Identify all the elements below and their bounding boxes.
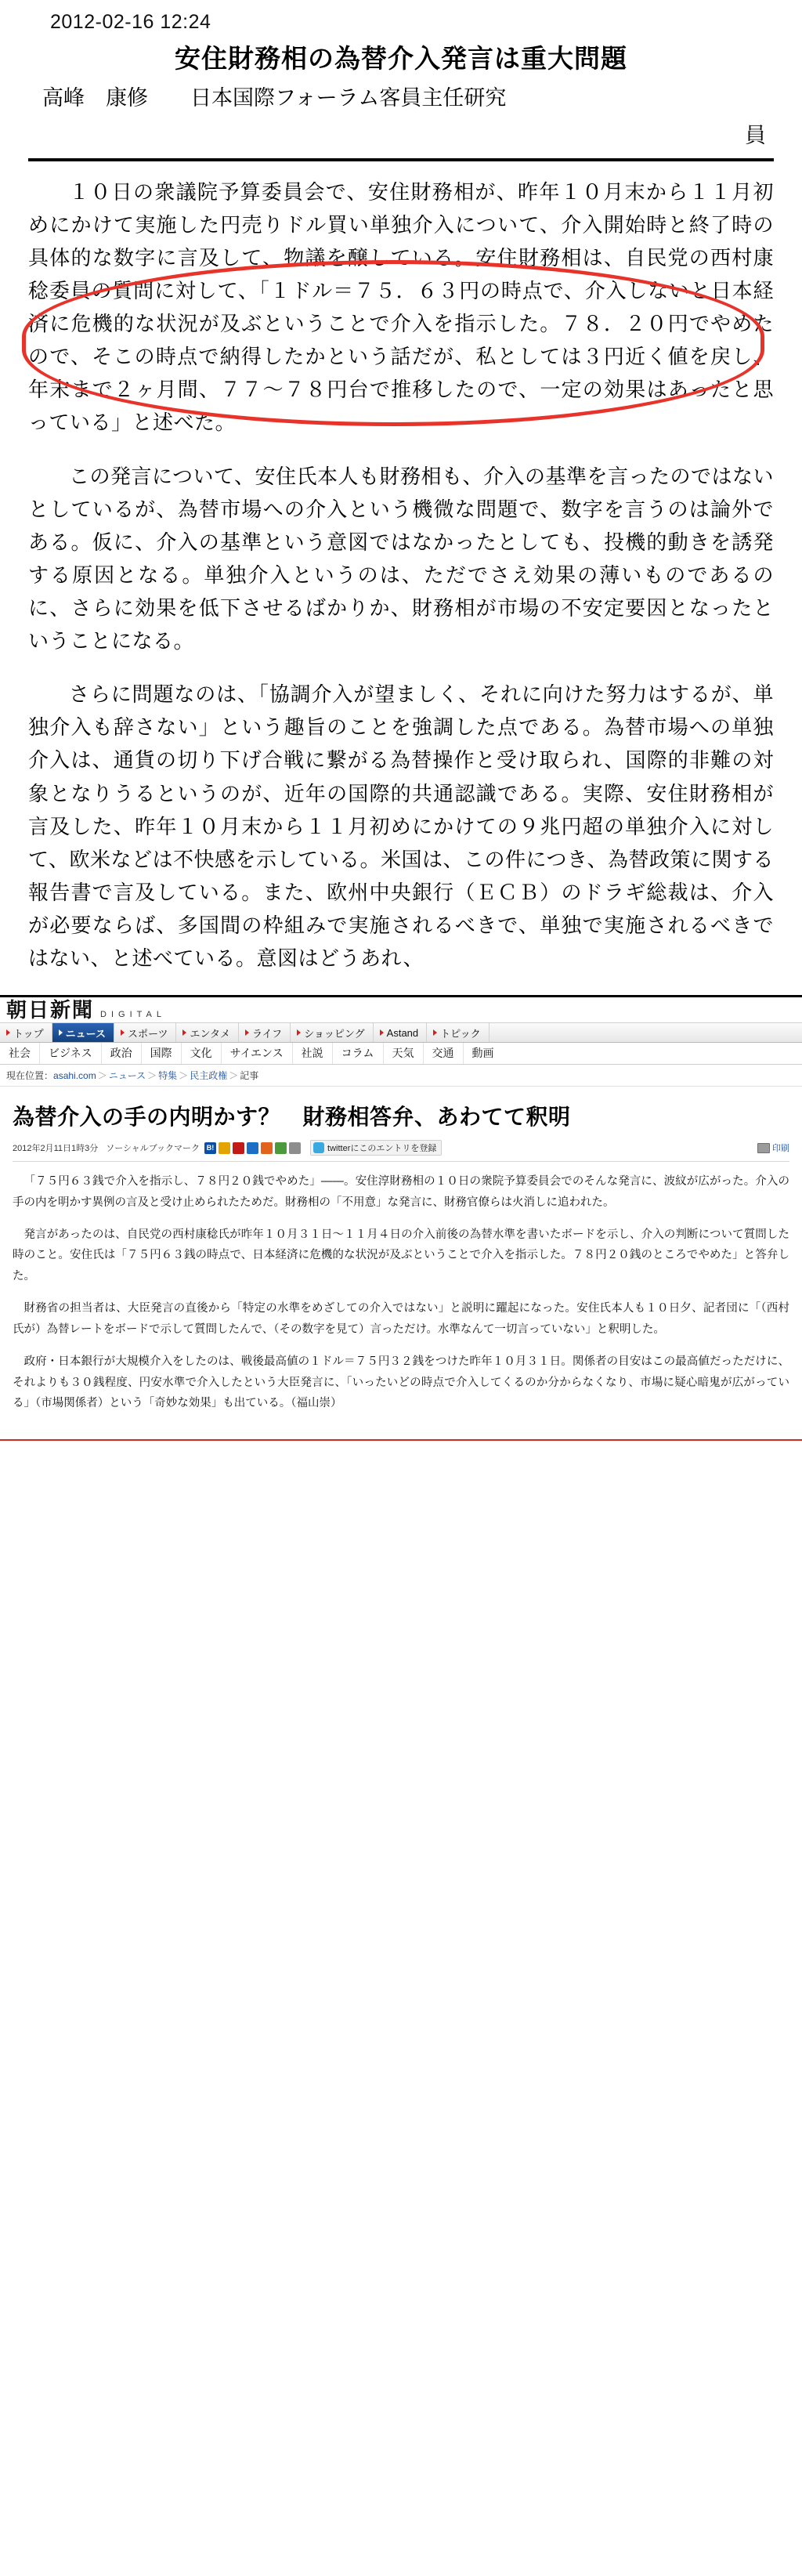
nav-label: エンタメ bbox=[190, 1027, 230, 1040]
subnav-item-international[interactable]: 国際 bbox=[142, 1043, 182, 1064]
breadcrumb-separator: ＞ bbox=[179, 1070, 189, 1082]
subnav-item-science[interactable]: サイエンス bbox=[222, 1043, 293, 1064]
arrow-icon bbox=[433, 1029, 437, 1036]
web-article-meta bbox=[13, 1140, 789, 1162]
breadcrumb-prefix: 現在位置： bbox=[6, 1070, 54, 1082]
web-article-date: 2012年2月11日1時3分 bbox=[13, 1144, 99, 1153]
subnav-item-editorial[interactable]: 社説 bbox=[293, 1043, 333, 1064]
web-paragraph: 発言があったのは、自民党の西村康稔氏が昨年１０月３１日〜１１月４日の介入前後の為替水準を書いたボードを示し、介入の判断について質問した時のこと。安住氏は「７５円６３銭の時点で、日本経済に危機的な状況が及ぶということで介入を指示した。７８円２０銭のところでやめた」と答弁した。 bbox=[13, 1228, 789, 1283]
arrow-icon bbox=[59, 1029, 63, 1036]
web-article bbox=[0, 1087, 802, 1439]
arrow-icon bbox=[121, 1029, 125, 1036]
arrow-icon bbox=[182, 1029, 186, 1036]
nav-label: ライフ bbox=[251, 1027, 283, 1040]
mixi-icon[interactable] bbox=[289, 1142, 301, 1154]
subnav-item-traffic[interactable]: 交通 bbox=[424, 1043, 464, 1064]
social-bookmark-label: ソーシャルブックマーク bbox=[106, 1144, 200, 1153]
breadcrumb-separator: ＞ bbox=[147, 1070, 157, 1082]
hatena-bookmark-icon[interactable]: B! bbox=[204, 1142, 216, 1154]
scanned-article bbox=[0, 0, 802, 975]
web-article-headline: 為替介入の手の内明かす？ 財務相答弁、あわてて釈明 bbox=[13, 1105, 571, 1130]
global-nav[interactable] bbox=[0, 1023, 802, 1043]
newsing-icon[interactable] bbox=[247, 1142, 258, 1154]
breadcrumb-separator: ＞ bbox=[229, 1070, 239, 1082]
breadcrumb-item-home[interactable]: asahi.com bbox=[53, 1070, 96, 1082]
twitter-share-label: twitterにこのエントリを登録 bbox=[327, 1144, 437, 1153]
divider bbox=[28, 158, 774, 161]
print-button[interactable] bbox=[757, 1141, 789, 1154]
delicious-icon[interactable] bbox=[233, 1142, 244, 1154]
arrow-icon bbox=[380, 1029, 384, 1036]
scan-paragraph: １０日の衆議院予算委員会で、安住財務相が、昨年１０月末から１１月初めにかけて実施した円売りドル買い単独介入について、介入開始時と終了時の具体的な数字に言及して、物議を醸している。安住財務相は、自民党の西村康稔委員の質問に対して、「１ドル＝７５．６３円の時点で、介入しないと日本経済に危機的な状況が及ぶということで介入を指示した。７８．２０円でやめたので、そこの時点で納得したかという話だが、私としては３円近く値を戻し、年末まで２ヶ月間、７７〜７８円台で推移したので、一定の効果はあったと思っている」と述べた。 bbox=[28, 179, 774, 435]
nav-item-astand[interactable] bbox=[374, 1023, 427, 1042]
nav-item-life[interactable] bbox=[239, 1023, 291, 1042]
breadcrumb bbox=[0, 1065, 802, 1087]
arrow-icon bbox=[245, 1029, 249, 1036]
subnav-item-society[interactable]: 社会 bbox=[0, 1043, 40, 1064]
social-bookmark-icons[interactable] bbox=[204, 1142, 301, 1154]
evernote-icon[interactable] bbox=[275, 1142, 287, 1154]
asahi-logo[interactable]: 朝日新聞 bbox=[6, 999, 95, 1023]
breadcrumb-separator: ＞ bbox=[97, 1070, 107, 1082]
nav-label: スポーツ bbox=[127, 1027, 168, 1040]
subnav-item-politics[interactable]: 政治 bbox=[102, 1043, 142, 1064]
bottom-red-rule bbox=[0, 1439, 802, 1441]
web-paragraph: 政府・日本銀行が大規模介入をしたのは、戦後最高値の１ドル＝７５円３２銭をつけた昨年１０月３１日。関係者の目安はこの最高値だっただけに、それよりも３０銭程度、円安水準で介入したという大臣発言に、「いったいどの時点で介入してくるのか分からなくなり、市場に疑心暗鬼が広がっている」（市場関係者）という「奇妙な効果」も出ている。（福山崇） bbox=[13, 1355, 789, 1410]
subnav-item-video[interactable]: 動画 bbox=[471, 1047, 494, 1060]
nav-item-news[interactable] bbox=[52, 1023, 114, 1042]
nav-label: トップ bbox=[13, 1027, 44, 1040]
breadcrumb-item-article: 記事 bbox=[240, 1070, 259, 1082]
printer-icon bbox=[757, 1143, 770, 1153]
scan-body bbox=[28, 175, 774, 975]
scan-byline: 高峰 康修 日本国際フォーラム客員主任研究 bbox=[42, 85, 507, 110]
arrow-icon bbox=[6, 1029, 10, 1036]
scan-timestamp: 2012-02-16 12:24 bbox=[50, 11, 211, 33]
yahoo-bookmark-icon[interactable] bbox=[219, 1142, 230, 1154]
nav-label: Astand bbox=[386, 1026, 419, 1039]
breadcrumb-item-minshu[interactable]: 民主政権 bbox=[190, 1070, 228, 1082]
breadcrumb-item-feature[interactable]: 特集 bbox=[158, 1070, 178, 1082]
nav-item-sports[interactable] bbox=[114, 1023, 176, 1042]
web-paragraph: 財務省の担当者は、大臣発言の直後から「特定の水準をめざしての介入ではない」と説明に躍起になった。安住氏本人も１０日夕、記者団に「（西村氏が）為替レートをボードで示して質問したんで、（その数字を見て）言っただけ。水準なんて一切言っていない」と釈明した。 bbox=[13, 1302, 789, 1336]
nav-label: トピック bbox=[440, 1027, 481, 1040]
buzzurl-icon[interactable] bbox=[261, 1142, 273, 1154]
asahi-web-capture bbox=[0, 995, 802, 1441]
sub-nav[interactable] bbox=[0, 1043, 802, 1065]
twitter-share-button[interactable] bbox=[310, 1140, 442, 1156]
scan-byline-continuation: 員 bbox=[745, 123, 766, 147]
subnav-item-business[interactable]: ビジネス bbox=[40, 1043, 102, 1064]
scan-paragraph: さらに問題なのは、「協調介入が望ましく、それに向けた努力はするが、単独介入も辞さない」という趣旨のことを強調した点である。為替市場への単独介入は、通貨の切り下げ合戦に繋がる為替操作と受け取られ、国際的非難の対象となりうるというのが、近年の国際的共通認識である。実際、安住財務相が言及した、昨年１０月末から１１月初めにかけての９兆円超の単独介入に対して、欧米などは不快感を示している。米国は、この件につき、為替政策に関する報告書で言及している。また、欧州中央銀行（ＥＣＢ）のドラギ総裁は、介入が必要ならば、多国間の枠組みで実施されるべきで、単独で実施されるべきではない、と述べている。意図はどうあれ、 bbox=[28, 682, 774, 971]
nav-item-top[interactable] bbox=[0, 1023, 52, 1042]
print-label: 印刷 bbox=[772, 1144, 789, 1153]
subnav-item-column[interactable]: コラム bbox=[333, 1043, 384, 1064]
site-masthead bbox=[0, 997, 802, 1023]
subnav-item-culture[interactable]: 文化 bbox=[182, 1043, 222, 1064]
arrow-icon bbox=[297, 1029, 301, 1036]
nav-label: ニュース bbox=[65, 1027, 106, 1040]
nav-item-topic[interactable] bbox=[427, 1023, 489, 1042]
nav-label: ショッピング bbox=[304, 1027, 365, 1040]
breadcrumb-item-news[interactable]: ニュース bbox=[108, 1070, 146, 1082]
nav-item-shopping[interactable] bbox=[291, 1023, 373, 1042]
scan-headline: 安住財務相の為替介入発言は重大問題 bbox=[175, 44, 627, 73]
subnav-item-weather[interactable]: 天気 bbox=[384, 1043, 424, 1064]
scan-paragraph: この発言について、安住氏本人も財務相も、介入の基準を言ったのではないとしているが、為替市場への介入という機微な問題で、数字を言うのは論外である。仮に、介入の基準という意図ではなかったとしても、投機的動きを誘発する原因となる。単独介入というのは、ただでさえ効果の薄いものであるのに、さらに効果を低下させるばかりか、財務相が市場の不安定要因となったということになる。 bbox=[28, 464, 774, 653]
web-paragraph: 「７５円６３銭で介入を指示し、７８円２０銭でやめた」――。安住淳財務相の１０日の衆院予算委員会でのそんな発言に、波紋が広がった。介入の手の内を明かす異例の言及と受け止められたためだ。財務相の「不用意」な発言に、財務官僚らは火消しに追われた。 bbox=[13, 1175, 789, 1209]
twitter-bird-icon bbox=[313, 1142, 324, 1153]
nav-item-entertainment[interactable] bbox=[176, 1023, 238, 1042]
asahi-digital-label: DIGITAL bbox=[100, 1010, 166, 1020]
